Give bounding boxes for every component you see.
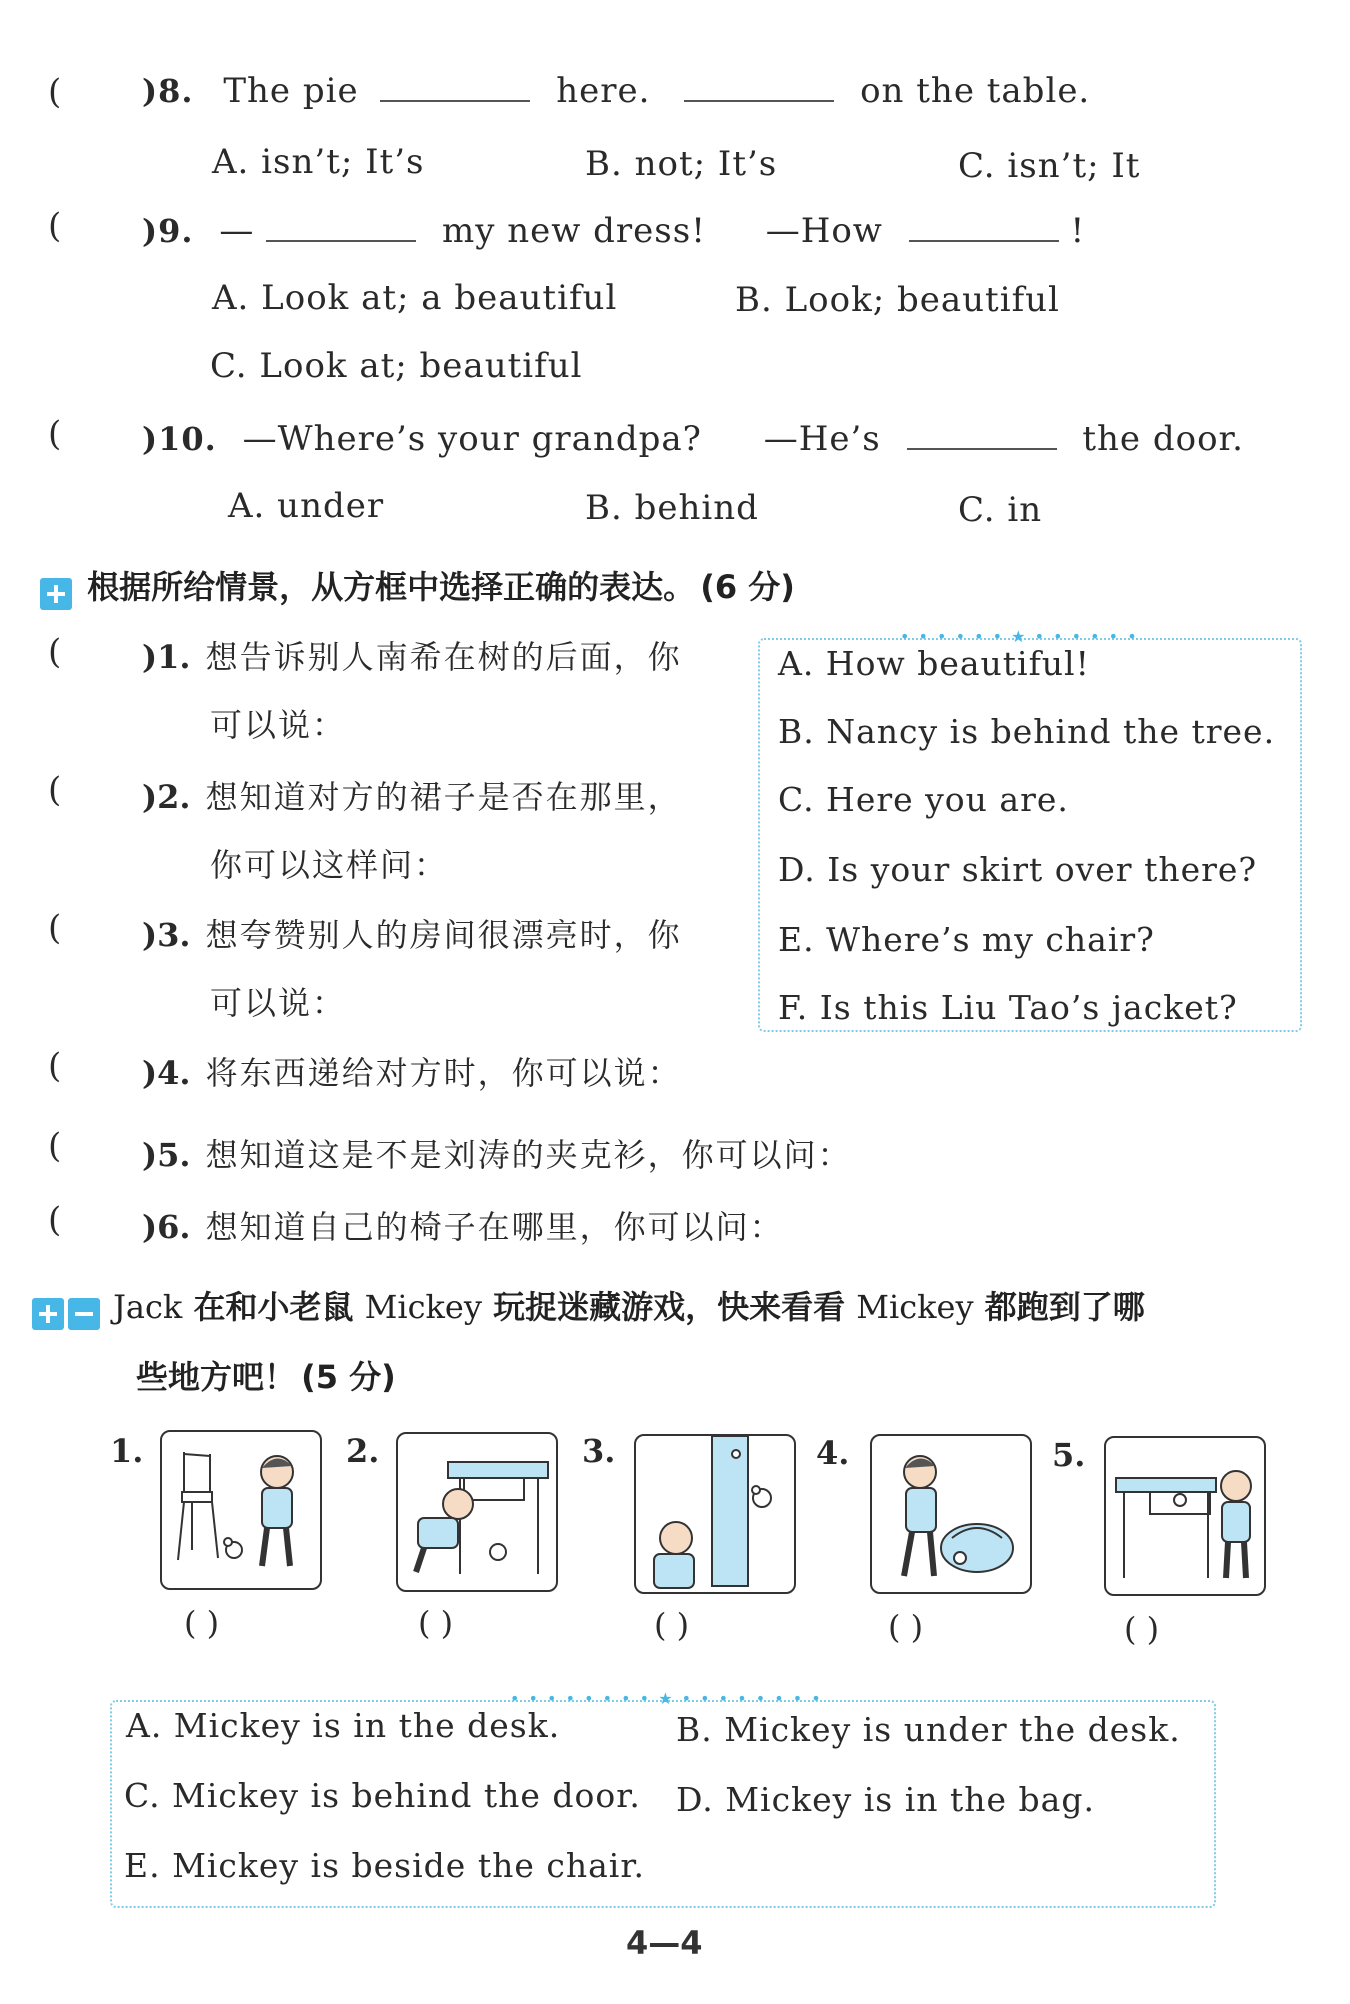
box-star-decoration-2: • • • • • • • • ★ • • • • • • • •: [510, 1689, 823, 1708]
question-9: [142, 210, 1085, 251]
q10-end: the door.: [1082, 419, 1244, 459]
question-8: [142, 70, 1090, 111]
s10-q1-text: 想告诉别人南希在树的后面，你: [205, 638, 682, 676]
s10-q1-paren: (: [48, 632, 62, 672]
picture-5-mouse-in-desk: [1104, 1436, 1266, 1596]
pic-3-number: 3.: [582, 1432, 616, 1470]
question-10: [142, 418, 1244, 459]
q10-reply: —He’s: [763, 419, 881, 459]
section-10-title: 根据所给情景，从方框中选择正确的表达。: [87, 568, 696, 606]
s10-q2-text-2: 你可以这样问：: [210, 846, 449, 884]
s10-option-d: D. Is your skirt over there?: [778, 850, 1258, 889]
q8-option-b[interactable]: B. not; It’s: [585, 144, 778, 184]
q10-paren: (: [48, 414, 62, 454]
section-11-header-line-2: [136, 1352, 396, 1398]
s10-question-4: [142, 1048, 682, 1094]
pic-1-number: 1.: [110, 1432, 144, 1470]
q9-option-a[interactable]: A. Look at; a beautiful: [212, 278, 618, 318]
q8-end: on the table.: [860, 71, 1091, 111]
q9-number: )9.: [142, 212, 194, 250]
s10-q3-text-2: 可以说：: [210, 984, 347, 1022]
s10-q5-text: 想知道这是不是刘涛的夹克衫，你可以问：: [205, 1136, 852, 1174]
pic-2-number: 2.: [346, 1432, 380, 1470]
s10-options-box: [758, 638, 1302, 1032]
page-number: 4—4: [626, 1924, 703, 1962]
answer-blank-2[interactable]: ( ): [418, 1604, 454, 1642]
q8-option-a[interactable]: A. isn’t; It’s: [212, 142, 425, 182]
q9-blank-2[interactable]: [909, 210, 1059, 242]
s10-q3-paren: (: [48, 908, 62, 948]
answer-blank-1[interactable]: ( ): [184, 1604, 220, 1642]
q10-stem: —Where’s your grandpa?: [242, 419, 702, 459]
s10-q2-number: )2.: [142, 778, 191, 816]
s11-option-b: B. Mickey is under the desk.: [676, 1710, 1181, 1749]
q10-number: )10.: [142, 420, 217, 458]
section-10-icon: [40, 578, 72, 610]
s10-option-e: E. Where’s my chair?: [778, 920, 1155, 959]
q9-option-b[interactable]: B. Look; beautiful: [735, 280, 1060, 320]
q9-reply: —How: [765, 211, 883, 251]
answer-blank-5[interactable]: ( ): [1124, 1610, 1160, 1648]
s10-option-a: A. How beautiful!: [778, 644, 1090, 683]
s10-question-5: [142, 1130, 852, 1176]
picture-1-mouse-beside-chair: [160, 1430, 322, 1590]
s10-option-f: F. Is this Liu Tao’s jacket?: [778, 988, 1238, 1027]
s10-q5-number: )5.: [142, 1136, 191, 1174]
s11-option-a: A. Mickey is in the desk.: [126, 1706, 561, 1745]
s10-q4-text: 将东西递给对方时，你可以说：: [205, 1054, 682, 1092]
q8-stem: The pie: [223, 71, 359, 111]
q9-blank-1[interactable]: [266, 210, 416, 242]
s10-q6-paren: (: [48, 1200, 62, 1240]
s11-option-c: C. Mickey is behind the door.: [124, 1776, 641, 1815]
answer-blank-4[interactable]: ( ): [888, 1608, 924, 1646]
q8-number: )8.: [142, 72, 194, 110]
s10-question-2: [142, 772, 682, 818]
s10-q5-paren: (: [48, 1126, 62, 1166]
pic-5-number: 5.: [1052, 1436, 1086, 1474]
q10-option-a[interactable]: A. under: [228, 486, 385, 526]
s10-q3-number: )3.: [142, 916, 191, 954]
s10-q4-paren: (: [48, 1046, 62, 1086]
q8-mid: here.: [556, 71, 651, 111]
section-11-title-2: 些地方吧！: [136, 1358, 297, 1396]
s10-question-6: [142, 1202, 784, 1248]
q9-paren: (: [48, 206, 62, 246]
q8-blank-1[interactable]: [380, 70, 530, 102]
s10-q1-number: )1.: [142, 638, 191, 676]
s11-option-d: D. Mickey is in the bag.: [676, 1780, 1095, 1819]
q10-option-b[interactable]: B. behind: [585, 488, 759, 528]
section-11-header: [32, 1282, 1145, 1330]
q9-stem: my new dress!: [441, 211, 706, 251]
s10-q2-text: 想知道对方的裙子是否在那里，: [205, 778, 682, 816]
s10-q4-number: )4.: [142, 1054, 191, 1092]
s10-q1-text-2: 可以说：: [210, 706, 347, 744]
s10-option-b: B. Nancy is behind the tree.: [778, 712, 1276, 751]
q8-blank-2[interactable]: [684, 70, 834, 102]
picture-4-mouse-in-bag: [870, 1434, 1032, 1594]
section-11-icon: [32, 1298, 100, 1330]
s10-question-3: [142, 910, 682, 956]
q8-paren: (: [48, 72, 62, 112]
s10-q6-text: 想知道自己的椅子在哪里，你可以问：: [205, 1208, 784, 1246]
pic-4-number: 4.: [816, 1434, 850, 1472]
s11-option-e: E. Mickey is beside the chair.: [124, 1846, 645, 1885]
q8-option-c[interactable]: C. isn’t; It: [958, 146, 1141, 186]
section-10-score: (6 分): [700, 568, 795, 606]
picture-3-mouse-behind-door: [634, 1434, 796, 1594]
q10-option-c[interactable]: C. in: [958, 490, 1043, 530]
s10-option-c: C. Here you are.: [778, 780, 1069, 819]
s10-q3-text: 想夸赞别人的房间很漂亮时，你: [205, 916, 682, 954]
box-star-decoration: • • • • • • ★ • • • • • •: [900, 627, 1139, 646]
section-11-title: Jack 在和小老鼠 Mickey 玩捉迷藏游戏，快来看看 Mickey 都跑到了哪: [113, 1288, 1145, 1326]
s10-q6-number: )6.: [142, 1208, 191, 1246]
s10-q2-paren: (: [48, 770, 62, 810]
picture-2-mouse-under-desk: [396, 1432, 558, 1592]
q9-dash: —: [219, 211, 255, 251]
q9-option-c[interactable]: C. Look at; beautiful: [210, 346, 583, 386]
q10-blank[interactable]: [907, 418, 1057, 450]
s10-question-1: [142, 632, 682, 678]
section-11-score: (5 分): [301, 1358, 396, 1396]
q9-end: !: [1070, 211, 1086, 251]
answer-blank-3[interactable]: ( ): [654, 1606, 690, 1644]
section-10-header: [40, 562, 795, 610]
